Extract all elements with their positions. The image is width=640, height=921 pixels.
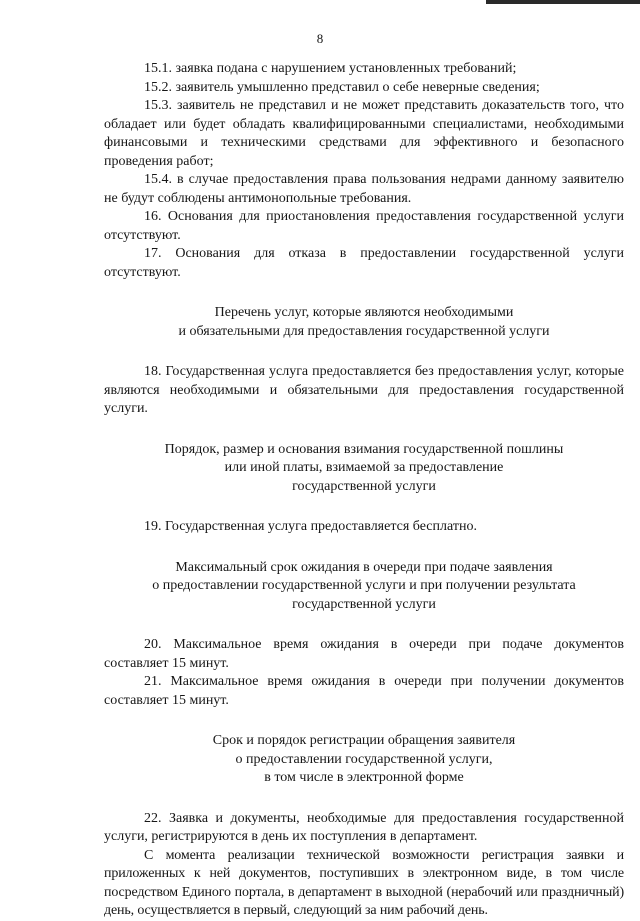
heading-line: Максимальный срок ожидания в очереди при подаче заявления (175, 559, 553, 575)
paragraph-15-3: 15.3. заявитель не представил и не может представить доказательств того, что обладает или будет обладать квалифицированными специалистами, необходимыми финансовыми и техническими средствами для эффективного и безопасного проведения работ; (104, 98, 624, 169)
paragraph-17: 17. Основания для отказа в предоставлении государственной услуги отсутствуют. (104, 246, 624, 280)
paragraph-16: 16. Основания для приостановления предоставления государственной услуги отсутствуют. (104, 209, 624, 243)
heading-line: или иной платы, взимаемой за предоставление (224, 460, 504, 475)
document-body (104, 60, 624, 921)
heading-line: о предоставлении государственной услуги, (235, 751, 493, 767)
section-heading-fee (104, 441, 624, 497)
heading-line: и обязательными для предоставления государственной услуги (178, 323, 550, 339)
scan-corner-line (486, 0, 640, 4)
paragraph-electronic-registration: С момента реализации технической возможности регистрация заявки и приложенных к ней документов, поступивших в электронном виде, в том числе посредством Единого портала, в департамент в выходной (нерабочий или праздничный) день, осуществляется в первый, следующий за ним рабочий день. (104, 847, 624, 918)
heading-line: о предоставлении государственной услуги и при получении результата (152, 578, 576, 593)
heading-line: в том числе в электронной форме (264, 770, 464, 785)
section-heading-registration (104, 732, 624, 788)
paragraph-19: 19. Государственная услуга предоставляется бесплатно. (144, 519, 477, 534)
section-heading-queue-time (104, 559, 624, 615)
heading-line: государственной услуги (292, 478, 436, 494)
heading-line: Перечень услуг, которые являются необходимыми (214, 305, 514, 320)
heading-line: государственной услуги (292, 596, 436, 612)
heading-line: Порядок, размер и основания взимания государственной пошлины (164, 441, 564, 457)
paragraph-20: 20. Максимальное время ожидания в очереди при подаче документов составляет 15 минут. (104, 637, 624, 671)
paragraph-18: 18. Государственная услуга предоставляется без предоставления услуг, которые являются необходимыми и обязательными для предоставления государственной услуги. (104, 364, 624, 416)
paragraph-22: 22. Заявка и документы, необходимые для предоставления государственной услуги, регистрируются в день их поступления в департамент. (104, 810, 624, 844)
page-number: 8 (316, 31, 324, 46)
paragraph-15-1: 15.1. заявка подана с нарушением установленных требований; (144, 61, 517, 76)
paragraph-15-4: 15.4. в случае предоставления права пользования недрами данному заявителю не будут соблюдены антимонопольные требования. (104, 172, 624, 206)
section-heading-required-services (104, 304, 624, 341)
paragraph-21: 21. Максимальное время ожидания в очереди при получении документов составляет 15 минут. (104, 674, 624, 708)
paragraph-15-2: 15.2. заявитель умышленно представил о себе неверные сведения; (144, 79, 540, 95)
heading-line: Срок и порядок регистрации обращения заявителя (212, 733, 516, 748)
